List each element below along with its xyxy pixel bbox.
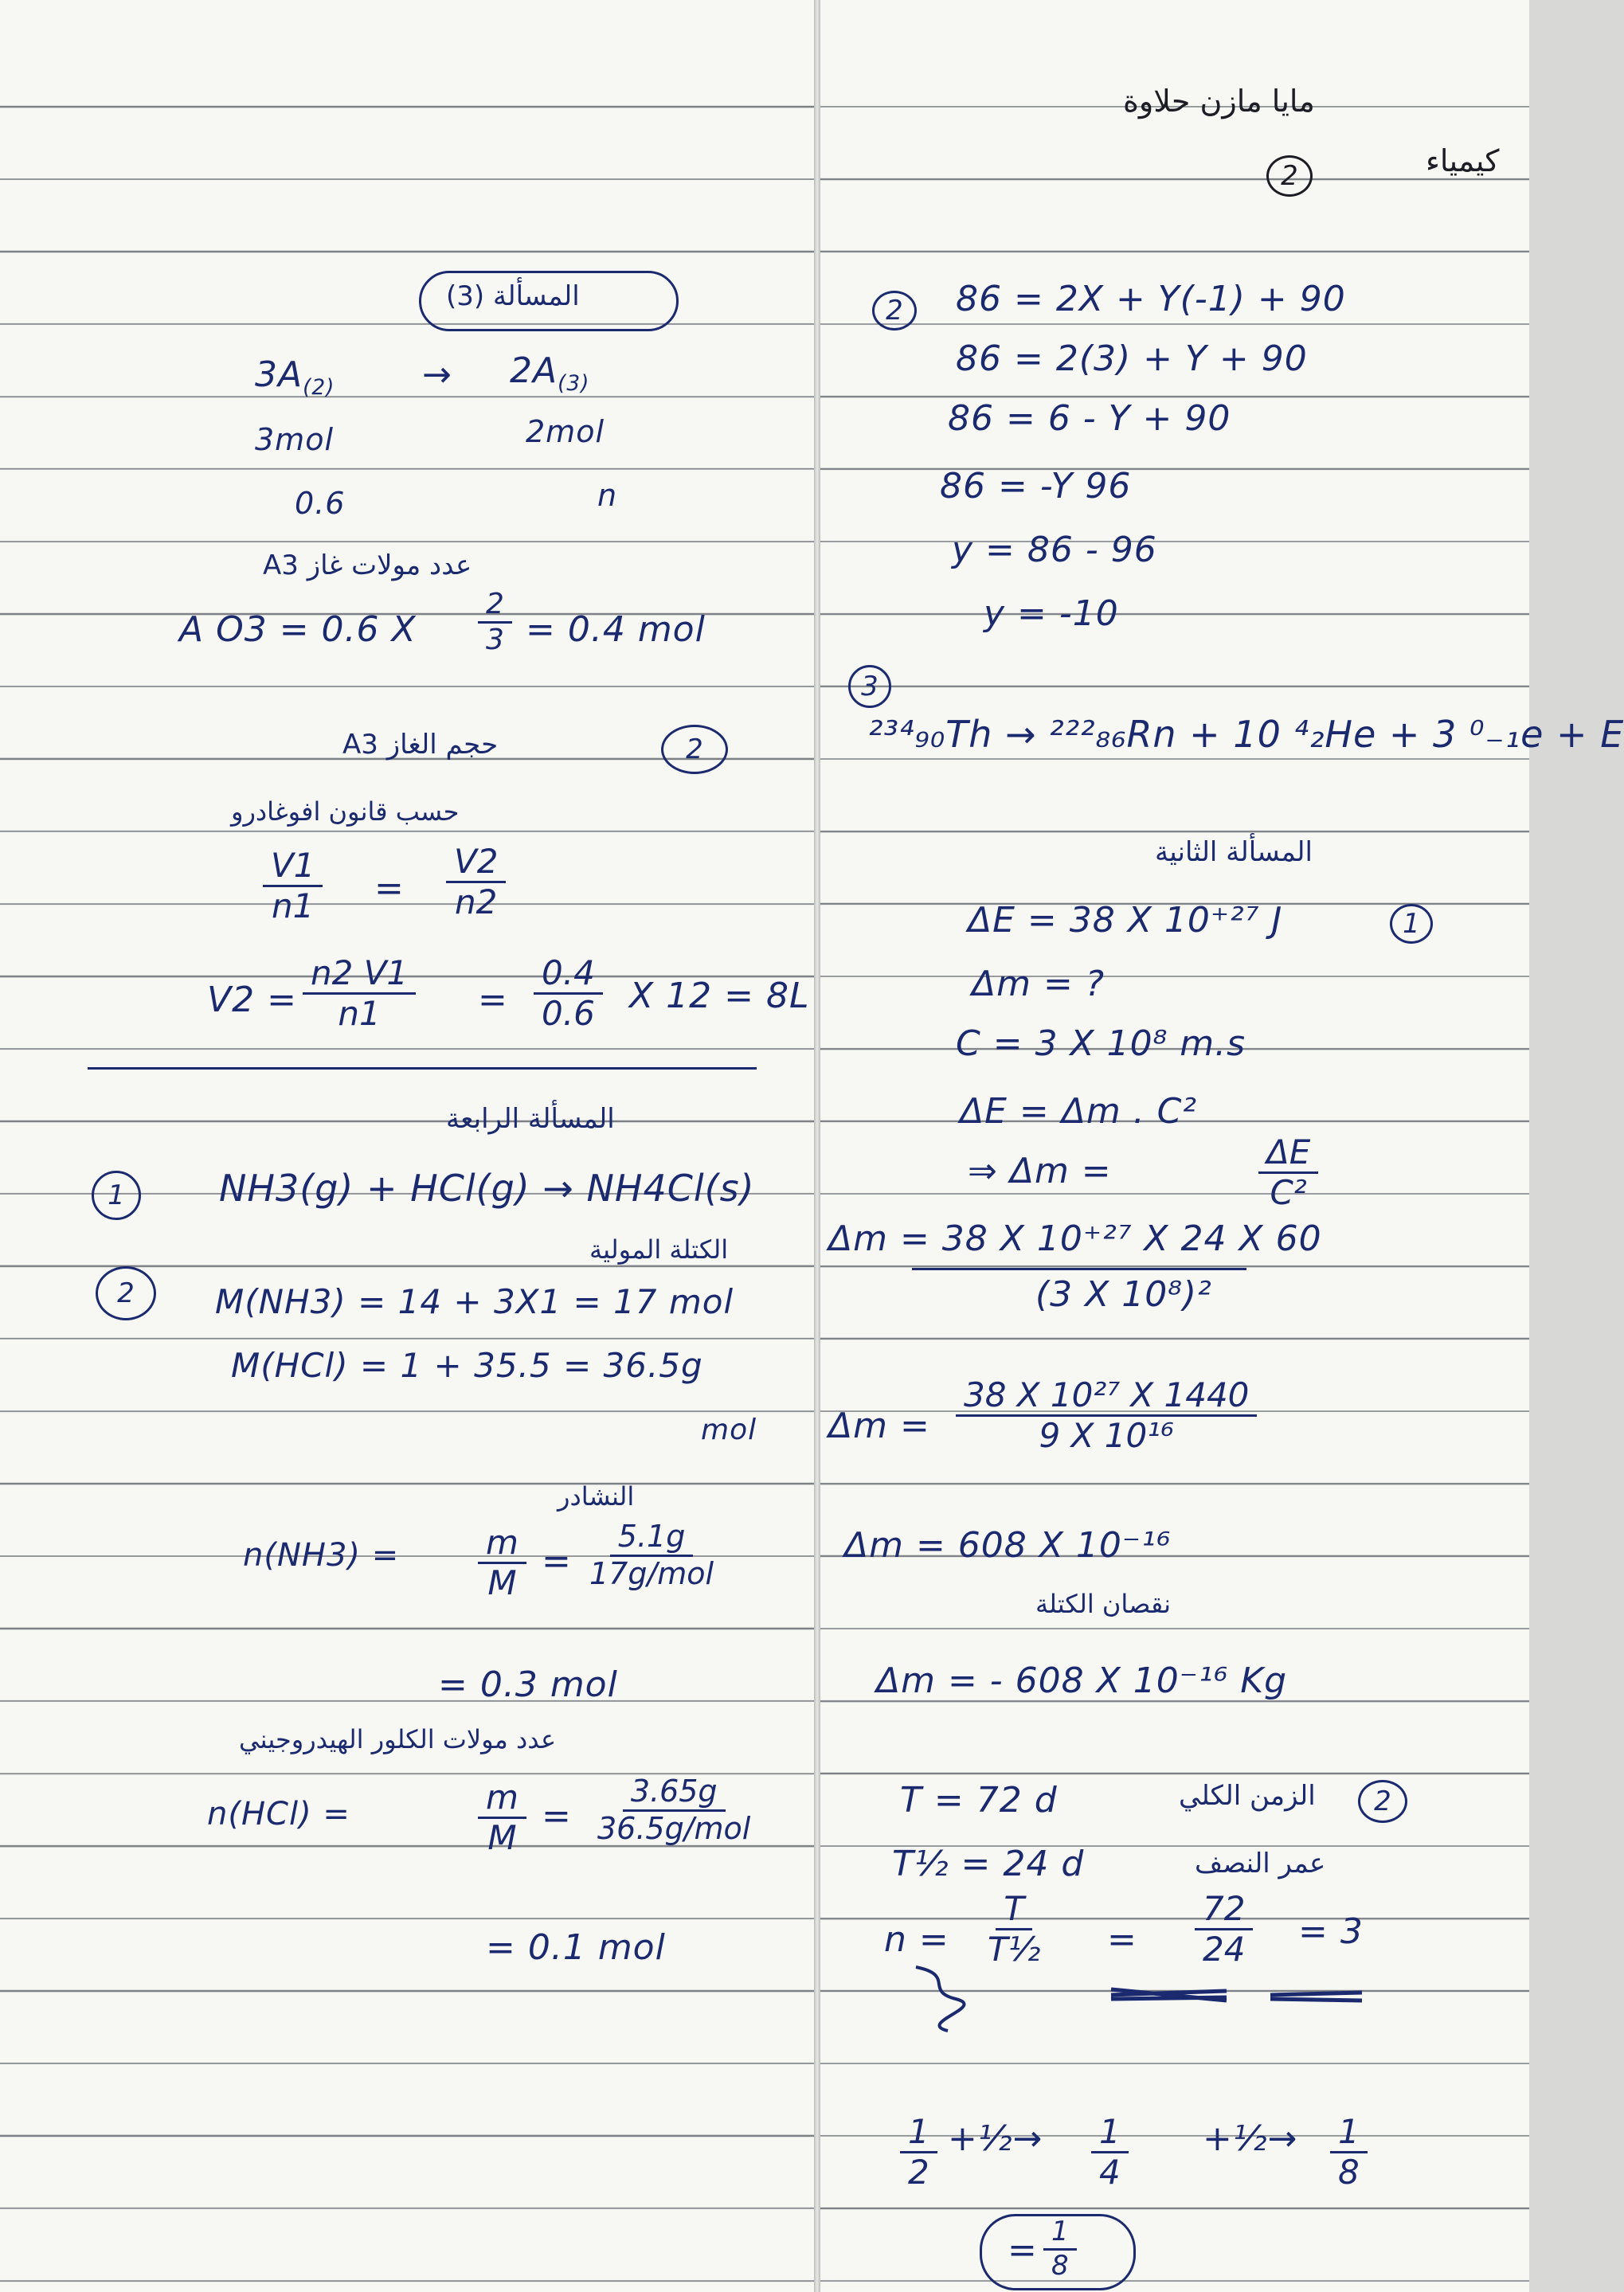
- n-hcl-fraction2: 3.65g 36.5g/mol: [597, 1774, 751, 1846]
- delta-m-fraction: $\frac{\Delta E}{\text{C²}}$: [1258, 1135, 1318, 1211]
- v2-equals: =: [478, 980, 508, 1020]
- n-hcl-lhs: n(HCl) =: [207, 1796, 350, 1832]
- equation-line6: y = -10: [984, 593, 1119, 634]
- final-answer-fraction: $\frac{1}{8}$: [1043, 2218, 1077, 2280]
- mass-defect-label: نقصان الكتلة: [1035, 1589, 1171, 1619]
- molar-mass-nh3: M(NH3) = 14 + 3X1 = 17 mol: [215, 1282, 734, 1321]
- delta-m-calc: Δm = 38 X 10⁺²⁷ X 24 X 60: [828, 1218, 1322, 1259]
- sequence-eighth: $\frac{1}{8}$: [1330, 2114, 1368, 2190]
- equation-line4: 86 = -Y 96: [940, 466, 1132, 507]
- mol-unit: mol: [701, 1414, 757, 1446]
- sequence-step2: +½→: [1203, 2118, 1298, 2159]
- question1-circle: 1: [92, 1171, 141, 1220]
- sequence-half: $\frac{1}{2}$: [900, 2114, 937, 2190]
- calc-rhs: = 0.4 mol: [526, 609, 706, 650]
- problem4-title: المسألة الرابعة: [446, 1103, 615, 1135]
- student-name: مايا مازن حلاوة: [1123, 84, 1315, 119]
- equation-line5: y = 86 - 96: [952, 530, 1157, 570]
- total-time-label: الزمن الكلي: [1179, 1780, 1316, 1812]
- delta-m-calc2-fraction: $\frac{\text{38 X 10²⁷ X 1440}}{\text{9 X 10¹⁶}}$: [956, 1378, 1257, 1453]
- n-hcl-fraction1: $\frac{m}{M}$: [478, 1780, 526, 1856]
- problem3-title: المسألة (3): [446, 280, 580, 312]
- sequence-quarter: $\frac{1}{4}$: [1091, 2114, 1129, 2190]
- right-question3-circle: 3: [848, 665, 891, 708]
- delta-m-calc3: Δm = 608 X 10⁻¹⁶: [844, 1525, 1172, 1566]
- question2b-circle: 2: [96, 1266, 156, 1320]
- v2-fraction2: $\frac{0.4}{0.6}$: [534, 956, 603, 1031]
- delta-m-calc-den: (3 X 10⁸)²: [1035, 1274, 1212, 1315]
- delta-m-unknown: Δm = ?: [972, 964, 1105, 1004]
- n-hcl-result: = 0.1 mol: [486, 1927, 666, 1968]
- scribble-strike-2: [1266, 1983, 1370, 2007]
- equation-line3: 86 = 6 - Y + 90: [948, 398, 1231, 439]
- hcl-heading: عدد مولات الكلور الهيدروجيني: [239, 1724, 557, 1754]
- calc-lhs: A O3 = 0.6 X: [179, 609, 417, 650]
- delta-m-calc-bar: [912, 1268, 1246, 1270]
- question2-circle: 2: [661, 725, 728, 774]
- section-divider-left: [88, 1067, 757, 1070]
- reaction-left: $3A_{(2)}$: [255, 354, 335, 400]
- scribble-mark: [908, 1959, 972, 2039]
- mol-right: 2mol: [526, 414, 605, 449]
- final-answer-prefix: =: [1008, 2230, 1038, 2270]
- avogadro-law: حسب قانون افوغادرو: [231, 796, 460, 827]
- molar-mass-hcl: M(HCl) = 1 + 35.5 = 36.5g: [231, 1346, 703, 1385]
- moles-heading: عدد مولات غاز A3: [263, 550, 472, 581]
- equation-line1: 86 = 2X + Y(-1) + 90: [956, 279, 1346, 319]
- v2-result: X 12 = 8L: [629, 976, 810, 1016]
- ammonia-heading: النشادر: [558, 1481, 635, 1512]
- n-equals: =: [1107, 1919, 1137, 1960]
- total-time: T = 72 d: [900, 1780, 1058, 1821]
- right-question2b-circle: 2: [1358, 1780, 1407, 1823]
- n-nh3-fraction1: $\frac{m}{M}$: [478, 1525, 526, 1601]
- delta-m-final: Δm = - 608 X 10⁻¹⁶ Kg: [876, 1660, 1288, 1701]
- scribble-strike-1: [1107, 1983, 1235, 2007]
- ratio-equals: =: [374, 868, 405, 909]
- volume-heading: حجم الغاز A3: [342, 729, 499, 761]
- right-question2-circle: 2: [872, 291, 917, 331]
- energy-formula: ΔE = Δm . C²: [960, 1091, 1198, 1132]
- n-nh3-equals: =: [542, 1541, 572, 1582]
- n-fraction2: $\frac{72}{24}$: [1195, 1891, 1253, 1967]
- reaction4: NH3(g) + HCl(g) → NH4Cl(s): [219, 1167, 755, 1210]
- delta-e-value: ΔE = 38 X 10⁺²⁷ J: [968, 900, 1283, 941]
- nuclear-equation: ²³⁴₉₀Th → ²²²₈₆Rn + 10 ⁴₂He + 3 ⁰₋₁e + E: [868, 713, 1624, 756]
- delta-m-calc2-lhs: Δm =: [828, 1406, 930, 1446]
- page-number-circle: 2: [1266, 155, 1313, 197]
- equation-line2: 86 = 2(3) + Y + 90: [956, 338, 1308, 379]
- mol-left: 3mol: [255, 422, 334, 457]
- delta-m-arrow: ⇒ Δm =: [968, 1151, 1112, 1191]
- n-lhs: n =: [884, 1919, 949, 1960]
- sequence-step1: +½→: [948, 2118, 1043, 2159]
- ratio-v2-n2: $\frac{V2}{n2}$: [446, 844, 506, 920]
- v2-fraction: $\frac{n2 V1}{n1}$: [303, 956, 416, 1031]
- n-nh3-fraction2: 5.1g 17g/mol: [589, 1519, 714, 1591]
- problem2-title: المسألة الثانية: [1155, 836, 1313, 868]
- reaction-arrow: →: [422, 354, 452, 395]
- page-fold: [814, 0, 820, 2292]
- calc-fraction: $\frac{2}{3}$: [478, 589, 512, 655]
- v2-lhs: V2 =: [207, 980, 297, 1020]
- n-right: n: [597, 478, 618, 513]
- n-fraction: $\frac{T}{\text{T½}}$: [988, 1889, 1041, 1969]
- speed-of-light: C = 3 X 10⁸ m.s: [956, 1023, 1246, 1064]
- right-question1-circle: 1: [1390, 904, 1433, 944]
- n-left: 0.6: [295, 486, 346, 521]
- n-result: = 3: [1298, 1911, 1364, 1952]
- n-nh3-result: = 0.3 mol: [438, 1664, 618, 1705]
- ratio-v1-n1: $\frac{V1}{n1}$: [263, 848, 323, 924]
- molar-mass-heading: الكتلة المولية: [589, 1234, 729, 1265]
- n-nh3-lhs: n(NH3) =: [243, 1537, 400, 1574]
- subject-label: كيمياء: [1426, 143, 1500, 178]
- n-hcl-equals: =: [542, 1796, 572, 1836]
- half-life: T½ = 24 d: [892, 1844, 1085, 1884]
- reaction-right: $2A_{(3)}$: [510, 350, 590, 396]
- half-life-label: عمر النصف: [1195, 1848, 1326, 1879]
